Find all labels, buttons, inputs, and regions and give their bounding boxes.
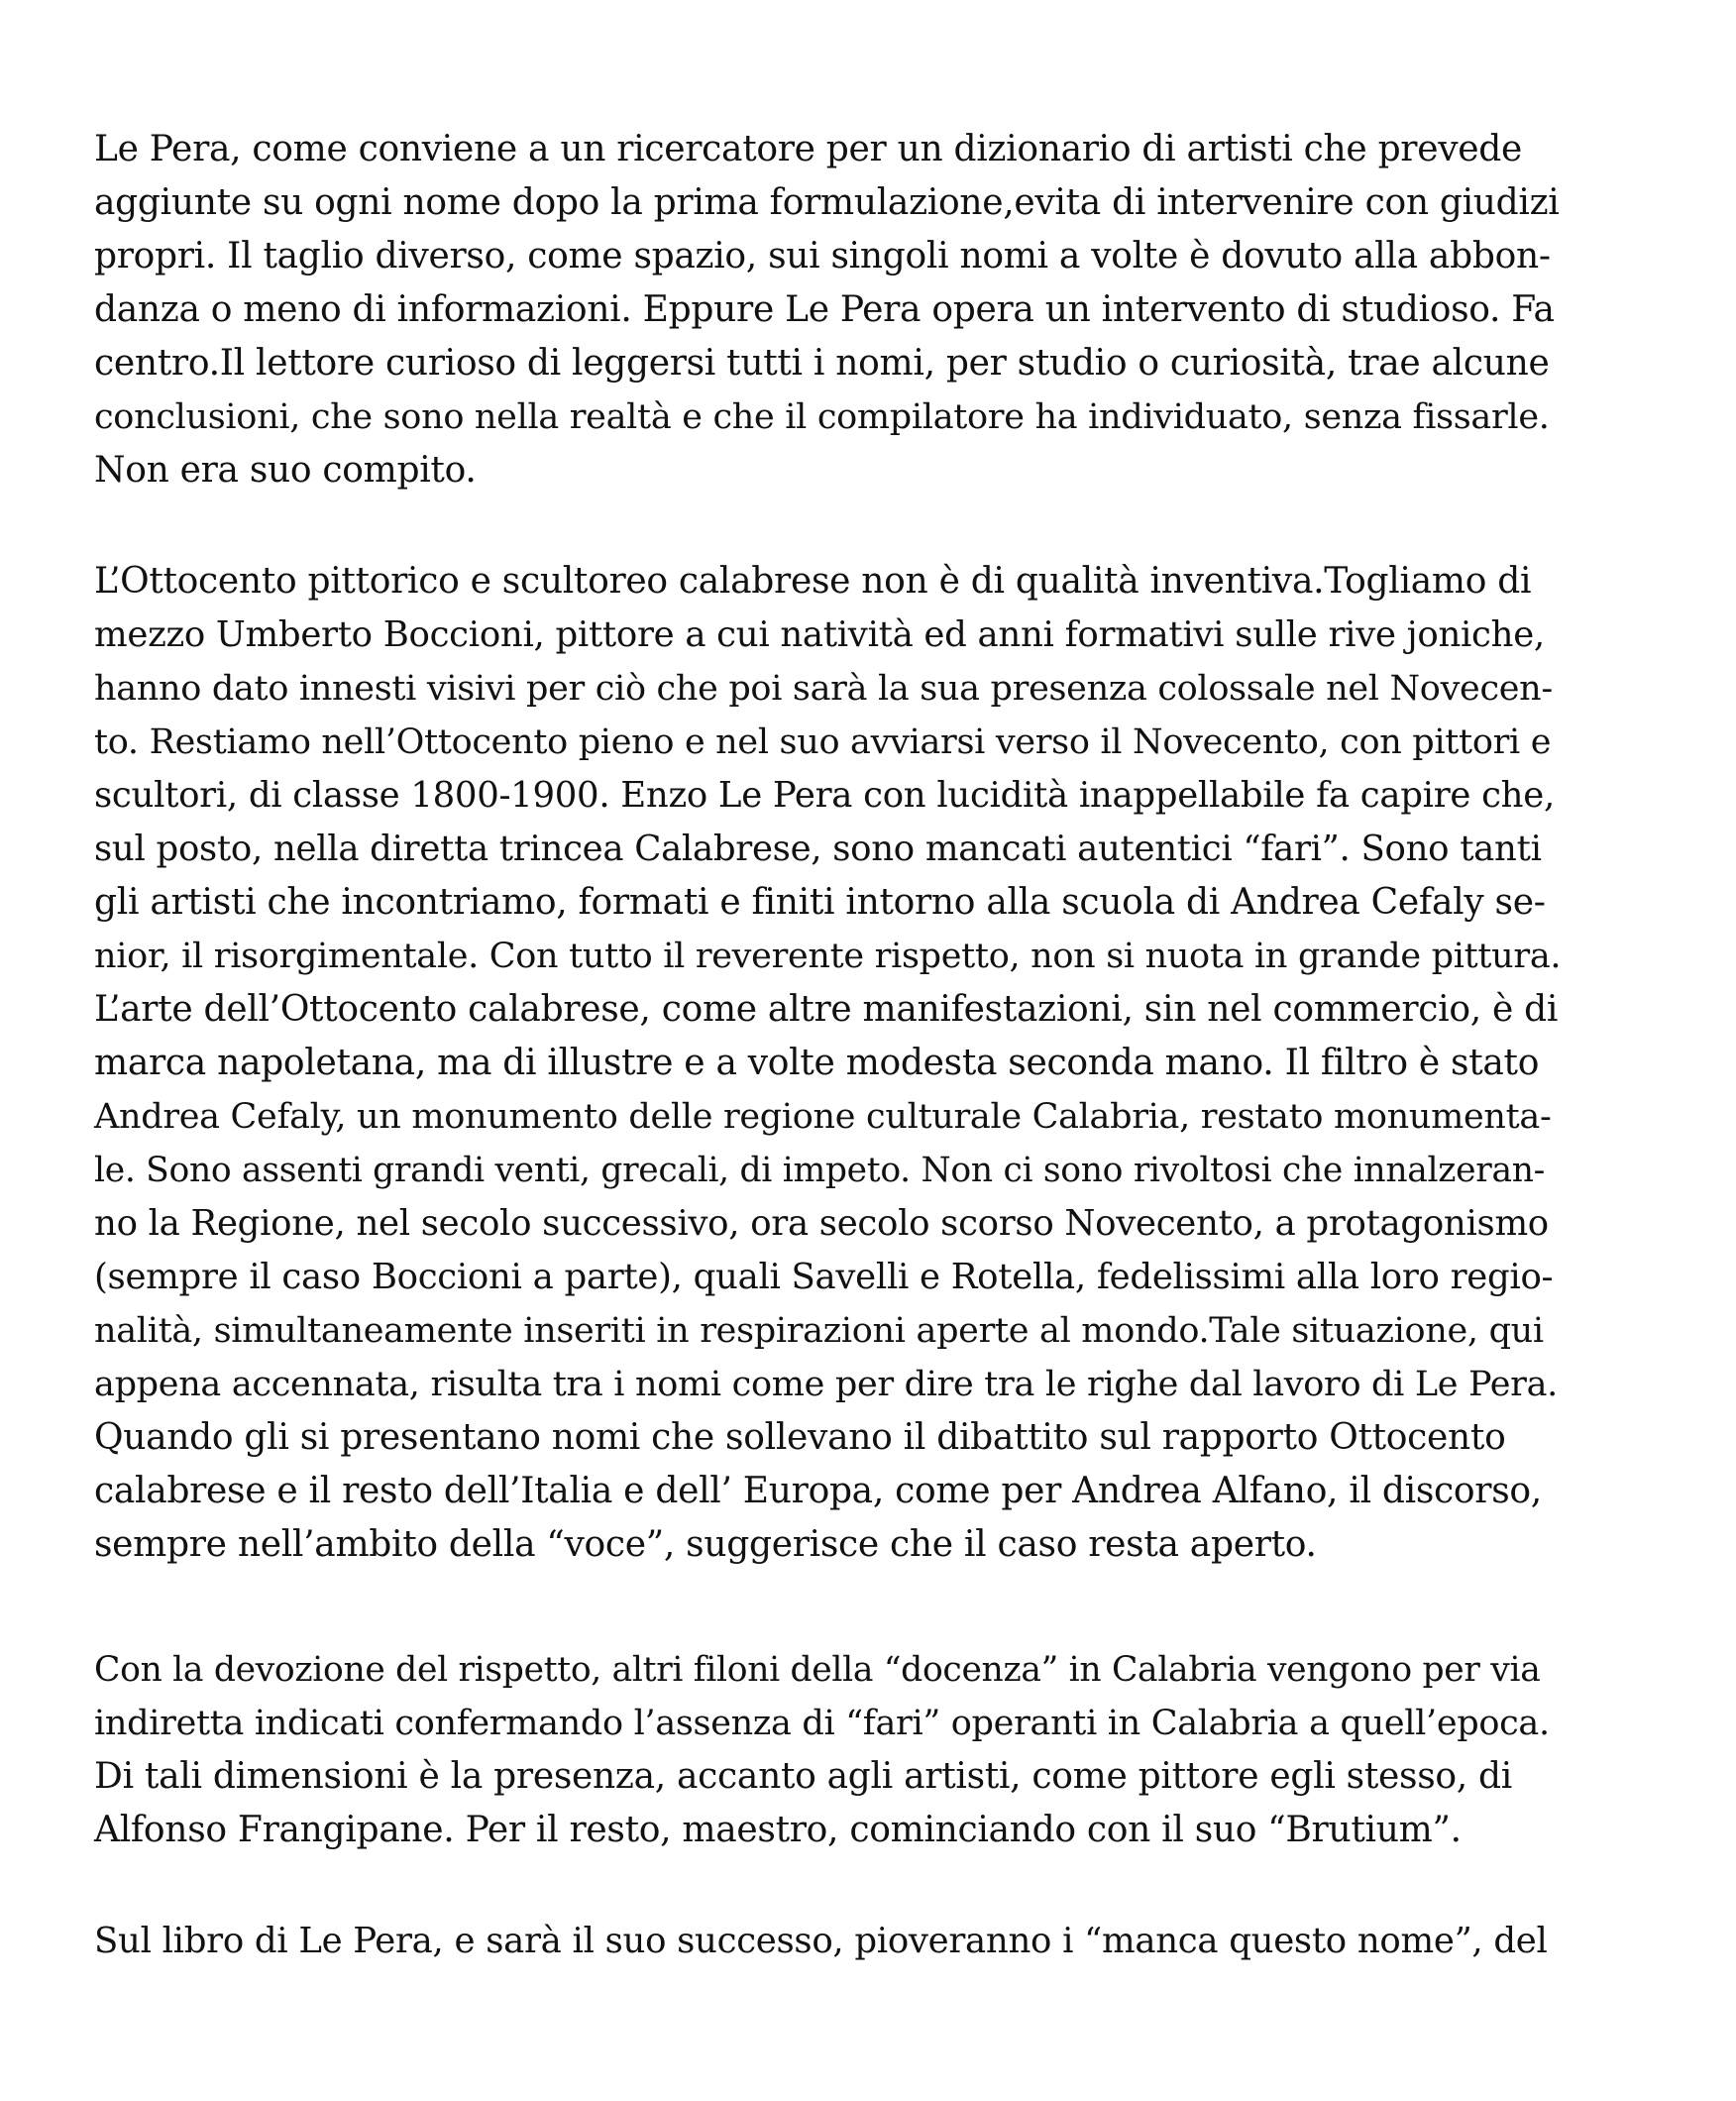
paragraph-line: Andrea Cefaly, un monumento delle regione culturale Calabria, restato monumenta- bbox=[94, 1097, 1552, 1137]
paragraph-1 bbox=[94, 123, 1561, 498]
paragraph-line: L’Ottocento pittorico e scultoreo calabrese non è di qualità inventiva.Togliamo di bbox=[94, 561, 1532, 602]
paragraph-line: scultori, di classe 1800-1900. Enzo Le Pera con lucidità inappellabile fa capire che, bbox=[94, 775, 1555, 816]
paragraph-line: centro.Il lettore curioso di leggersi tutti i nomi, per studio o curiosità, trae alcune bbox=[94, 343, 1550, 384]
paragraph-2 bbox=[94, 555, 1561, 1572]
paragraph-line: Sul libro di Le Pera, e sarà il suo successo, pioveranno i “manca questo nome”, del bbox=[94, 1921, 1548, 1961]
paragraph-line: L’arte dell’Ottocento calabrese, come altre manifestazioni, sin nel commercio, è di bbox=[94, 989, 1559, 1030]
paragraph-line: sul posto, nella diretta trincea Calabrese, sono mancati autentici “fari”. Sono tanti bbox=[94, 829, 1542, 869]
paragraph-line: indiretta indicati confermando l’assenza di “fari” operanti in Calabria a quell’epoca. bbox=[94, 1704, 1550, 1743]
paragraph-line: nior, il risorgimentale. Con tutto il reverente rispetto, non si nuota in grande pittura. bbox=[94, 937, 1562, 976]
paragraph-line: sempre nell’ambito della “voce”, suggerisce che il caso resta aperto. bbox=[94, 1524, 1317, 1565]
paragraph-line: propri. Il taglio diverso, come spazio, sui singoli nomi a volte è dovuto alla abbon- bbox=[94, 236, 1551, 276]
paragraph-line: hanno dato innesti visivi per ciò che poi sarà la sua presenza colossale nel Novecen- bbox=[94, 669, 1553, 709]
paragraph-line: Alfonso Frangipane. Per il resto, maestro, cominciando con il suo “Brutium”. bbox=[94, 1810, 1462, 1850]
paragraph-line: gli artisti che incontriamo, formati e finiti intorno alla scuola di Andrea Cefaly se- bbox=[94, 882, 1546, 923]
paragraph-line: to. Restiamo nell’Ottocento pieno e nel suo avviarsi verso il Novecento, con pittori e bbox=[94, 722, 1552, 762]
paragraph-line: (sempre il caso Boccioni a parte), quali Savelli e Rotella, fedelissimi alla loro regio- bbox=[94, 1257, 1554, 1297]
paragraph-3 bbox=[94, 1643, 1561, 1857]
paragraph-line: aggiunte su ogni nome dopo la prima formulazione,evita di intervenire con giudizi bbox=[94, 182, 1560, 223]
paragraph-line: appena accennata, risulta tra i nomi come per dire tra le righe dal lavoro di Le Pera. bbox=[94, 1365, 1558, 1404]
paragraph-line: no la Regione, nel secolo successivo, ora secolo scorso Novecento, a protagonismo bbox=[94, 1203, 1549, 1244]
paragraph-line: danza o meno di informazioni. Eppure Le Pera opera un intervento di studioso. Fa bbox=[94, 289, 1555, 330]
paragraph-line: le. Sono assenti grandi venti, grecali, di impeto. Non ci sono rivoltosi che innalzeran- bbox=[94, 1151, 1546, 1190]
paragraph-line: Non era suo compito. bbox=[94, 450, 477, 491]
paragraph-line: nalità, simultaneamente inseriti in respirazioni aperte al mondo.Tale situazione, qui bbox=[94, 1311, 1544, 1351]
paragraph-4 bbox=[94, 1915, 1561, 1968]
paragraph-line: conclusioni, che sono nella realtà e che il compilatore ha individuato, senza fissarle. bbox=[94, 397, 1550, 437]
paragraph-line: Di tali dimensioni è la presenza, accanto agli artisti, come pittore egli stesso, di bbox=[94, 1756, 1512, 1797]
paragraph-line: Con la devozione del rispetto, altri filoni della “docenza” in Calabria vengono per via bbox=[94, 1650, 1541, 1690]
paragraph-line: marca napoletana, ma di illustre e a volte modesta seconda mano. Il filtro è stato bbox=[94, 1043, 1540, 1083]
paragraph-line: Quando gli si presentano nomi che sollevano il dibattito sul rapporto Ottocento bbox=[94, 1417, 1506, 1458]
paragraph-line: mezzo Umberto Boccioni, pittore a cui natività ed anni formativi sulle rive joniche, bbox=[94, 614, 1545, 655]
paragraph-line: Le Pera, come conviene a un ricercatore per un dizionario di artisti che prevede bbox=[94, 129, 1523, 169]
paragraph-line: calabrese e il resto dell’Italia e dell’ Europa, come per Andrea Alfano, il discorso, bbox=[94, 1471, 1542, 1511]
